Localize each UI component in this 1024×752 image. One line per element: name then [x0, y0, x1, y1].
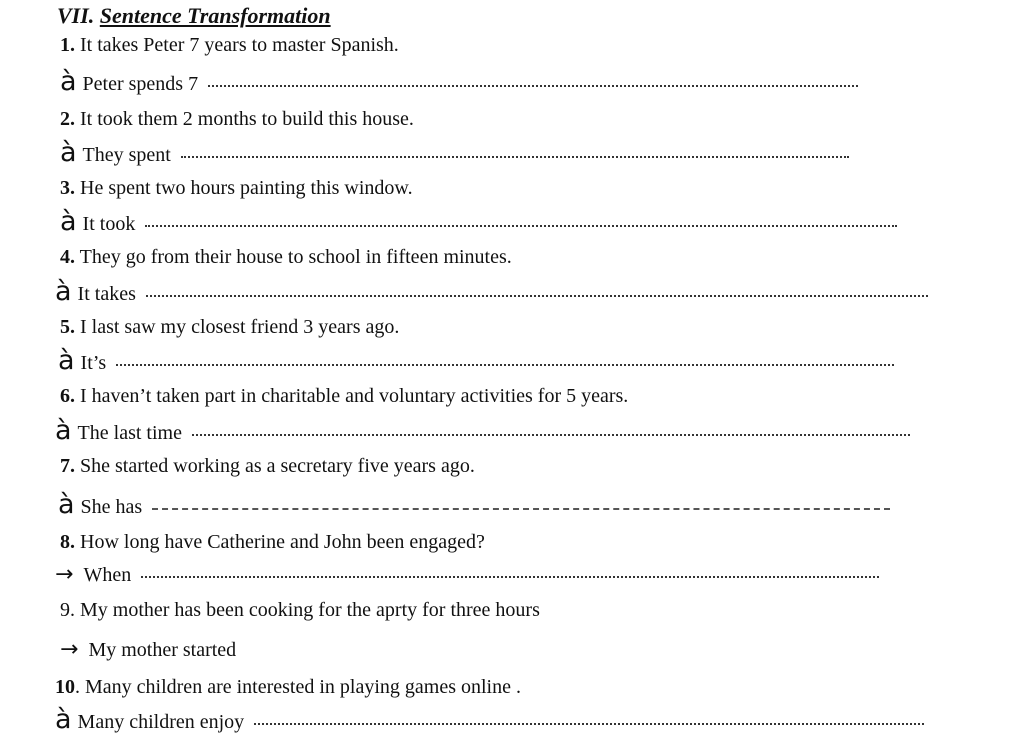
- answer-5: [58, 345, 894, 376]
- question-number: 2.: [60, 108, 75, 130]
- question-9: [60, 598, 540, 622]
- question-2: [60, 107, 414, 131]
- section-title: [57, 3, 331, 29]
- question-number: 5.: [60, 316, 75, 338]
- answer-prompt: Peter spends 7: [82, 73, 199, 95]
- question-number: 9.: [60, 599, 75, 621]
- answer-8: [55, 563, 879, 587]
- answer-arrow-icon: à: [58, 489, 75, 520]
- answer-7: [58, 489, 890, 520]
- question-text: He spent two hours painting this window.: [80, 177, 413, 199]
- question-number: 6.: [60, 385, 75, 407]
- answer-blank[interactable]: [146, 292, 928, 297]
- answer-10: [55, 704, 924, 735]
- answer-prompt: She has: [80, 496, 143, 518]
- answer-prompt: My mother started: [88, 639, 237, 661]
- answer-prompt: It took: [82, 213, 136, 235]
- answer-blank[interactable]: [208, 82, 858, 87]
- question-3: [60, 176, 413, 200]
- answer-prompt: It takes: [77, 283, 136, 305]
- question-4: [60, 245, 512, 269]
- question-text: How long have Catherine and John been engaged?: [80, 531, 485, 553]
- answer-blank[interactable]: [181, 153, 849, 158]
- question-number: 7.: [60, 455, 75, 477]
- question-number: 1.: [60, 34, 75, 56]
- answer-prompt: They spent: [82, 144, 171, 166]
- question-number: 8.: [60, 531, 75, 553]
- answer-arrow-icon: à: [58, 345, 75, 376]
- section-heading: Sentence Transformation: [99, 3, 331, 28]
- answer-arrow-icon: à: [60, 206, 77, 237]
- question-5: [60, 315, 399, 339]
- question-text: They go from their house to school in fifteen minutes.: [79, 246, 512, 268]
- answer-blank[interactable]: [192, 431, 910, 436]
- answer-prompt: When: [83, 564, 132, 586]
- right-arrow-icon: →: [55, 562, 74, 587]
- answer-4: [55, 276, 928, 307]
- question-number: 4.: [60, 246, 75, 268]
- answer-6: [55, 415, 910, 446]
- answer-blank[interactable]: [141, 573, 879, 578]
- answer-arrow-icon: à: [55, 276, 72, 307]
- answer-prompt: The last time: [77, 422, 182, 444]
- question-text: I haven’t taken part in charitable and voluntary activities for 5 years.: [80, 385, 629, 407]
- question-1: [60, 33, 399, 57]
- question-text: It takes Peter 7 years to master Spanish.: [80, 34, 399, 56]
- section-number: VII.: [57, 3, 95, 28]
- answer-2: [60, 137, 849, 168]
- answer-blank[interactable]: [145, 222, 897, 227]
- answer-arrow-icon: à: [60, 66, 77, 97]
- question-text: She started working as a secretary five years ago.: [80, 455, 475, 477]
- answer-blank[interactable]: [254, 720, 924, 725]
- question-text: I last saw my closest friend 3 years ago.: [80, 316, 400, 338]
- answer-blank[interactable]: [152, 505, 890, 510]
- answer-arrow-icon: à: [60, 137, 77, 168]
- question-number: 10: [55, 676, 75, 698]
- answer-1: [60, 66, 858, 97]
- question-10: [55, 675, 521, 699]
- question-text: . Many children are interested in playing games online .: [75, 676, 521, 698]
- question-8: [60, 530, 485, 554]
- answer-arrow-icon: à: [55, 704, 72, 735]
- answer-3: [60, 206, 897, 237]
- answer-prompt: It’s: [80, 352, 107, 374]
- question-number: 3.: [60, 177, 75, 199]
- answer-9: [60, 638, 236, 662]
- question-text: It took them 2 months to build this house.: [80, 108, 414, 130]
- answer-blank[interactable]: [116, 361, 894, 366]
- question-7: [60, 454, 475, 478]
- question-text: My mother has been cooking for the aprty for three hours: [80, 599, 540, 621]
- right-arrow-icon: →: [60, 637, 79, 662]
- question-6: [60, 384, 628, 408]
- answer-arrow-icon: à: [55, 415, 72, 446]
- answer-prompt: Many children enjoy: [77, 711, 245, 733]
